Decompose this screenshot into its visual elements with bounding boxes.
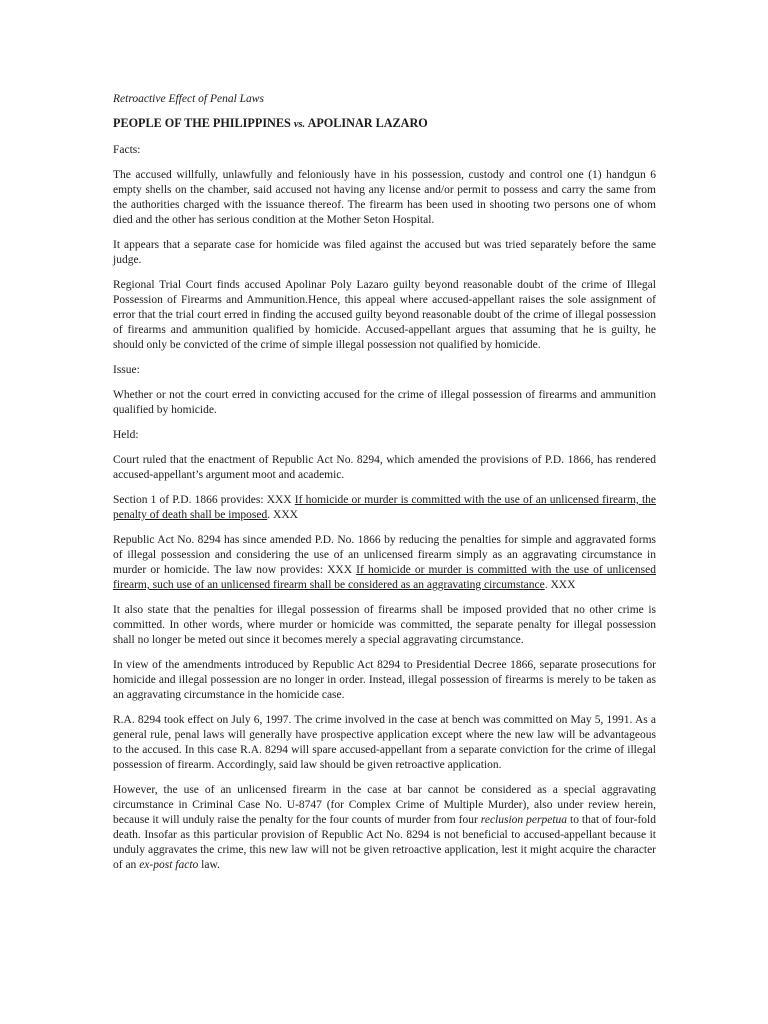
case-versus: vs. [293, 119, 306, 130]
held-paragraph-1: Court ruled that the enactment of Republic Act No. 8294, which amended the provisions of P.D. 1866, has rendered accused-appellant’s argument moot and academic. [113, 454, 656, 481]
document-page [113, 92, 656, 883]
issue-paragraph: Whether or not the court erred in convicting accused for the crime of illegal possession of firearms and ammunition qualified by homicide. [113, 389, 656, 416]
facts-paragraph-2: It appears that a separate case for homicide was filed against the accused but was tried separately before the same judge. [113, 239, 656, 266]
held-p7-italic-term-2: ex-post facto [139, 859, 199, 871]
held-paragraph-2 [113, 493, 656, 523]
held-paragraph-7 [113, 783, 656, 873]
held-p3-underlined-quote: If homicide or murder is committed with the use of unlicensed firearm, such use of an unlicensed firearm shall be considered as an aggravating circumstance [113, 564, 656, 591]
facts-heading: Facts: [113, 144, 141, 156]
held-p2-suffix: . XXX [267, 509, 298, 521]
held-p7-italic-term: reclusion perpetua [480, 814, 568, 826]
held-paragraph-4: It also state that the penalties for illegal possession of firearms shall be imposed provided that no other crime is committed. In other words, where murder or homicide was committed, the separate penalty for illegal possession shall no longer be meted out since it becomes merely a special aggravating circumstance. [113, 604, 656, 646]
held-heading: Held: [113, 429, 139, 441]
held-p7-suffix: law. [198, 859, 220, 871]
held-paragraph-6: R.A. 8294 took effect on July 6, 1997. The crime involved in the case at bench was committed on May 5, 1991. As a general rule, penal laws will generally have prospective application except where the new law will be advantageous to the accused. In this case R.A. 8294 will spare accused-appellant from a separate conviction for the crime of illegal possession of firearm. Accordingly, said law should be given retroactive application. [113, 714, 656, 771]
held-paragraph-5: In view of the amendments introduced by Republic Act 8294 to Presidential Decree 1866, separate prosecutions for homicide and illegal possession are no longer in order. Instead, illegal possession of firearms is merely to be taken as an aggravating circumstance in the homicide case. [113, 659, 656, 701]
case-title [113, 116, 656, 132]
facts-paragraph-1: The accused willfully, unlawfully and feloniously have in his possession, custody and control one (1) handgun 6 empty shells on the chamber, said accused not having any license and/or permit to possess and carry the same from the authorities charged with the issuance thereof. The firearm has been used in shooting two persons one of whom died and the other has serious condition at the Mother Seton Hospital. [113, 169, 656, 226]
facts-paragraph-3: Regional Trial Court finds accused Apolinar Poly Lazaro guilty beyond reasonable doubt of the crime of Illegal Possession of Firearms and Ammunition.Hence, this appeal where accused-appellant raises the sole assignment of error that the trial court erred in finding the accused guilty beyond reasonable doubt of the crime of illegal possession of firearms and ammunition qualified by homicide. Accused-appellant argues that assuming that he is guilty, he should only be convicted of the crime of simple illegal possession not qualified by homicide. [113, 279, 656, 351]
held-p3-suffix: . XXX [544, 579, 576, 591]
held-paragraph-3 [113, 533, 656, 593]
held-p3-text: Republic Act No. 8294 has since amended P.D. No. 1866 by reducing the penalties for simple and aggravated forms of illegal possession and considering the use of an unlicensed firearm simply as an aggravating circumstance in murder or homicide. The law now provides: XXX [113, 534, 656, 576]
held-p2-text: Section 1 of P.D. 1866 provides: XXX [113, 494, 295, 506]
case-party-plaintiff: PEOPLE OF THE PHILIPPINES [113, 116, 291, 130]
document-topic: Retroactive Effect of Penal Laws [113, 93, 264, 105]
held-p2-underlined-quote: If homicide or murder is committed with the use of an unlicensed firearm, the penalty of death shall be imposed [113, 494, 656, 521]
held-p7-text: However, the use of an unlicensed firearm in the case at bar cannot be considered as a special aggravating circumstance in Criminal Case No. U-8747 (for Complex Crime of Multiple Murder), also under review herein, because it will unduly raise the penalty for the four counts of murder from four [113, 784, 656, 826]
issue-heading: Issue: [113, 364, 140, 376]
case-party-accused: APOLINAR LAZARO [307, 116, 428, 130]
held-p7-text-mid: to that of four-fold death. Insofar as this particular provision of Republic Act No. 8294 is not beneficial to accused-appellant because it unduly aggravates the crime, this new law will not be given retroactive application, lest it might acquire the character of an [113, 814, 656, 871]
